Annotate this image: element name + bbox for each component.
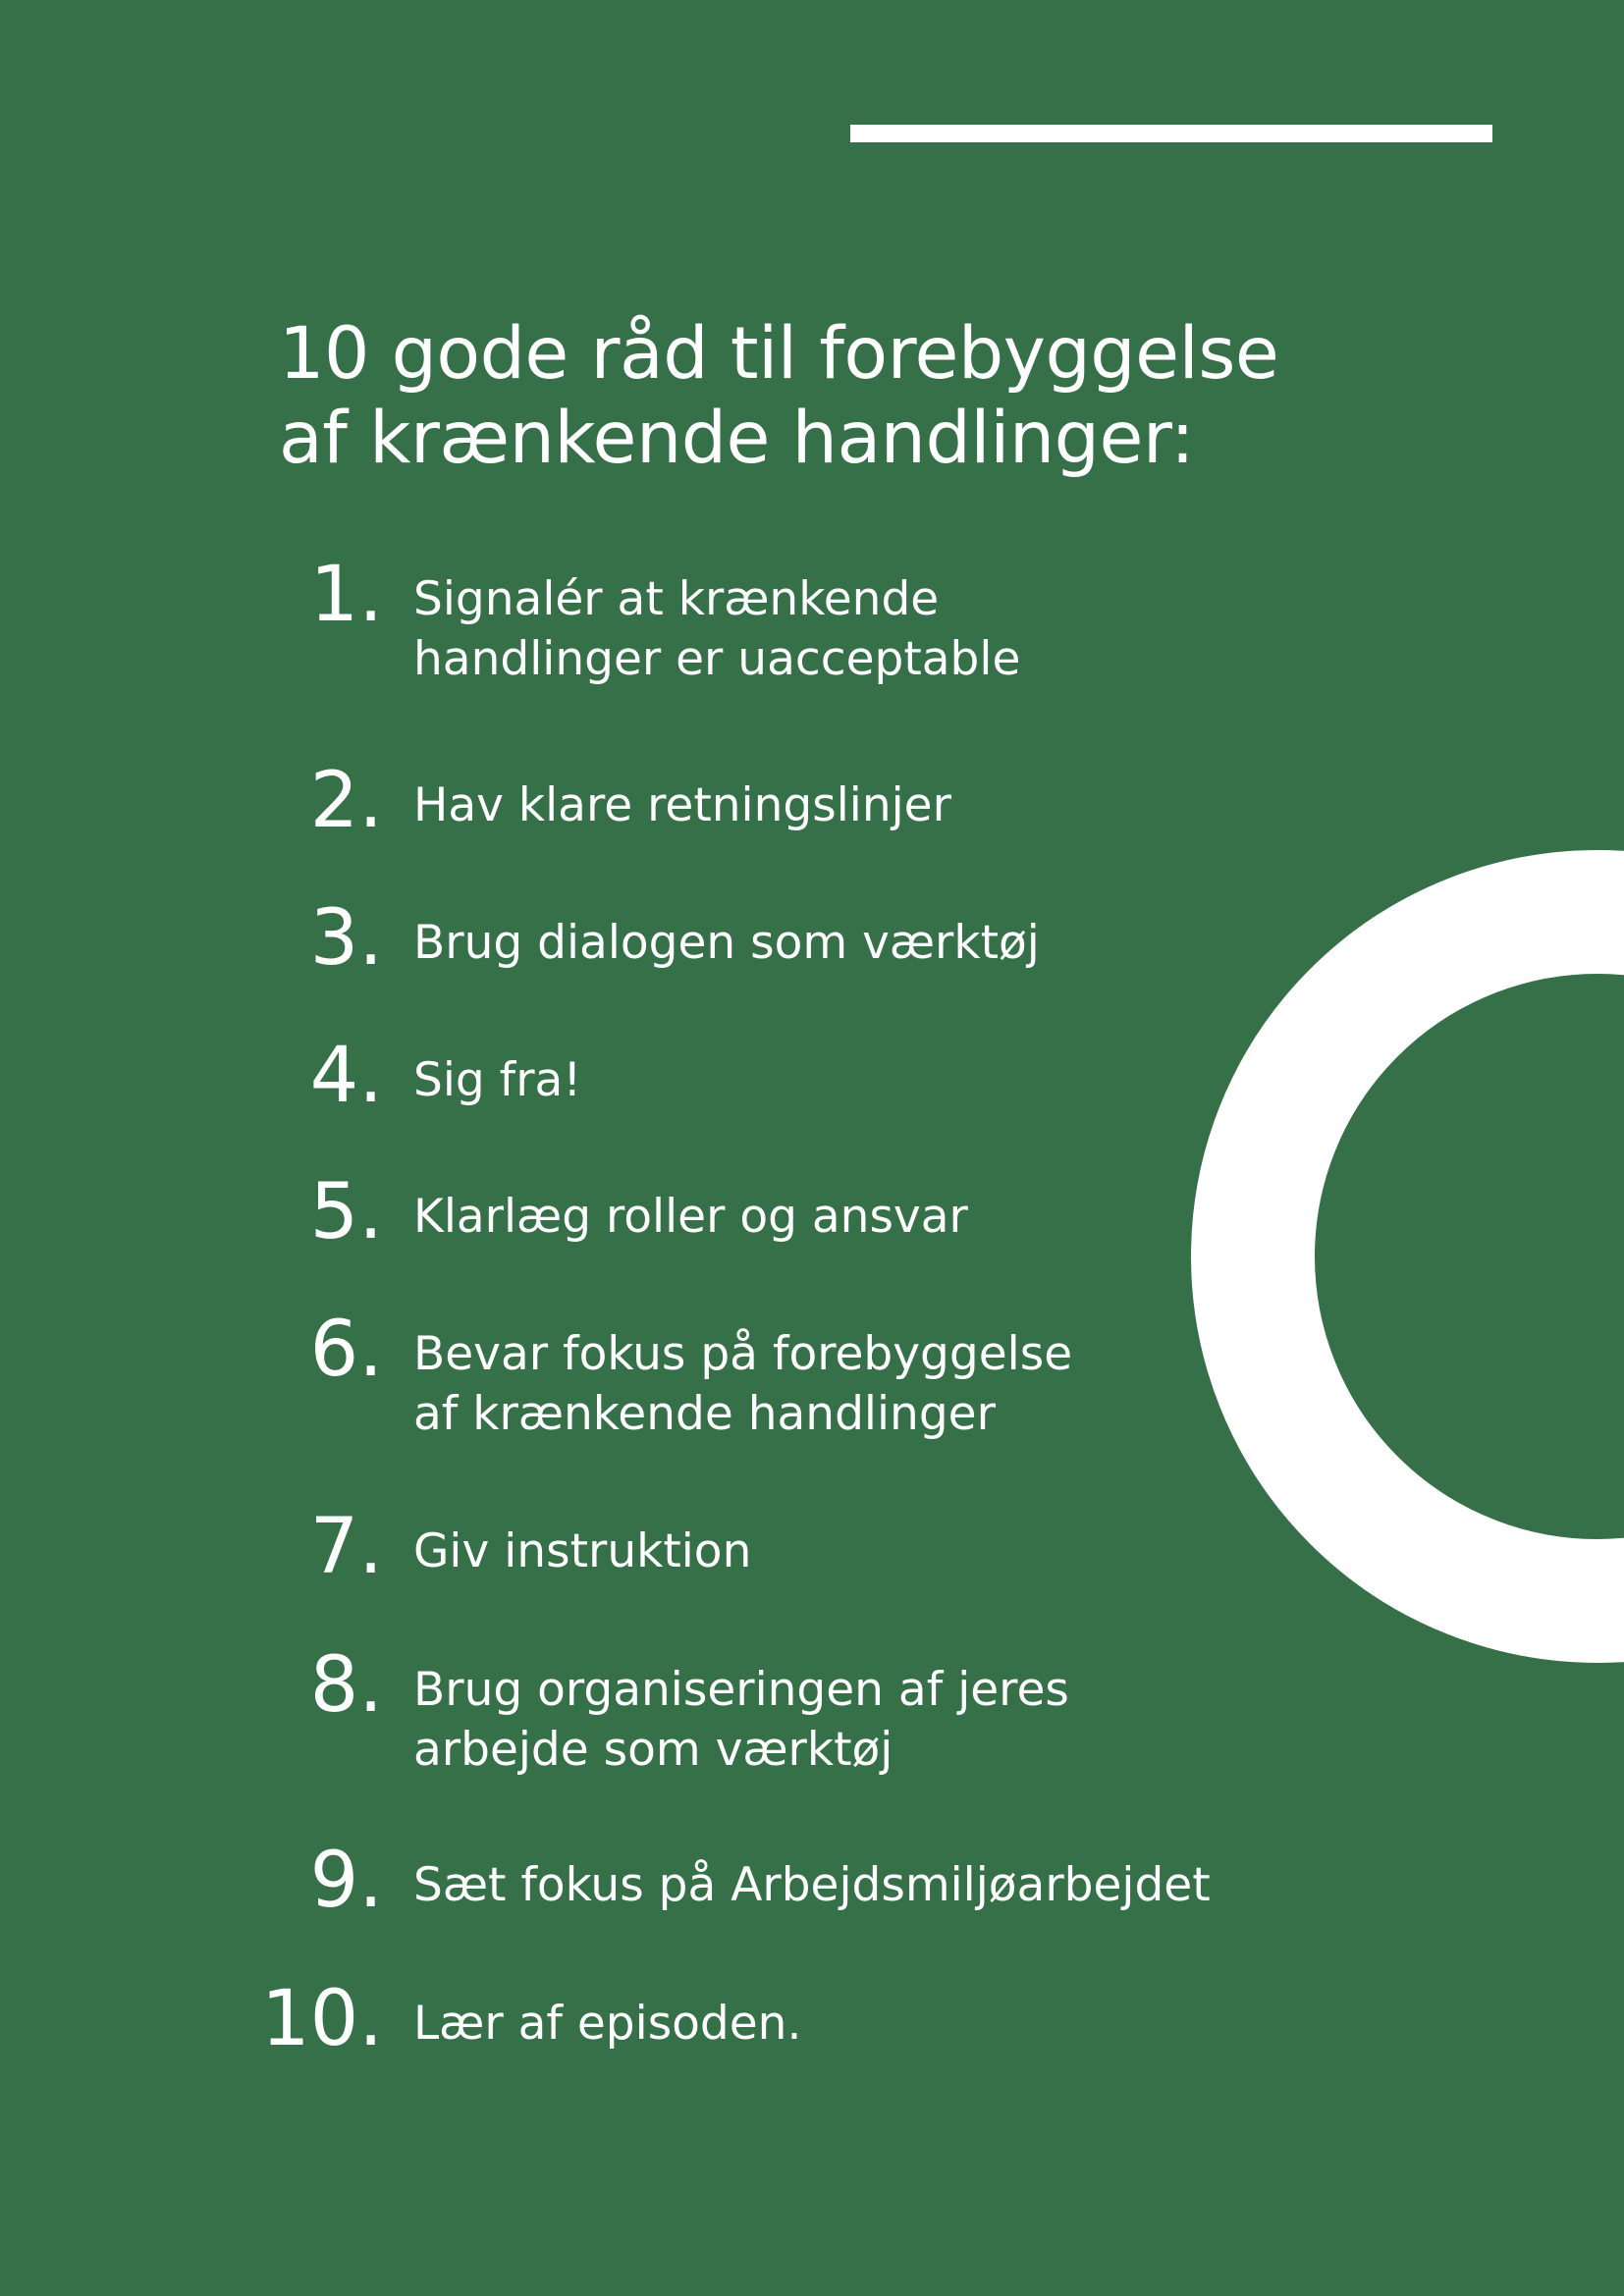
- tip-number: 9.: [309, 1837, 383, 1925]
- tip-item-8: [0, 1641, 1276, 1784]
- tip-number: 3.: [309, 894, 383, 983]
- tip-text: [413, 913, 1040, 973]
- tip-line: arbejde som værktøj: [413, 1723, 893, 1777]
- title-line-2: af krænkende handlinger:: [279, 397, 1195, 480]
- tip-number: 5.: [309, 1168, 383, 1256]
- tip-item-2: [0, 757, 1276, 899]
- tip-line: Brug organiseringen af jeres: [413, 1663, 1069, 1717]
- tip-number: 10.: [260, 1975, 383, 2063]
- tip-text: [413, 1522, 751, 1581]
- tip-number: 7.: [309, 1503, 383, 1591]
- tip-text: [413, 1855, 1211, 1915]
- tip-text: [413, 1994, 801, 2054]
- tip-number: 2.: [309, 757, 383, 845]
- tip-line: handlinger er uacceptable: [413, 632, 1021, 686]
- tip-text: [413, 1324, 1072, 1444]
- tip-item-4: [0, 1032, 1276, 1174]
- tip-line: Giv instruktion: [413, 1524, 752, 1578]
- tip-item-3: [0, 894, 1276, 1037]
- tip-text: [413, 569, 1020, 689]
- tip-number: 1.: [309, 551, 383, 639]
- tip-item-10: [0, 1975, 1276, 2117]
- top-divider-rule: [850, 125, 1492, 142]
- tip-text: [413, 1050, 581, 1110]
- tip-line: Signalér at krænkende: [413, 572, 940, 626]
- tip-line: Hav klare retningslinjer: [413, 778, 951, 832]
- page-title: [279, 312, 1278, 481]
- tip-number: 8.: [309, 1641, 383, 1730]
- tip-item-1: [0, 551, 1276, 693]
- title-line-1: 10 gode råd til forebyggelse: [279, 312, 1279, 396]
- tip-line: Brug dialogen som værktøj: [413, 916, 1040, 970]
- tip-number: 6.: [309, 1306, 383, 1394]
- tip-line: Bevar fokus på forebyggelse: [413, 1327, 1073, 1381]
- tip-text: [413, 1187, 968, 1247]
- tip-item-9: [0, 1837, 1276, 1979]
- tip-line: Klarlæg roller og ansvar: [413, 1190, 968, 1244]
- tip-item-5: [0, 1168, 1276, 1310]
- tip-item-6: [0, 1306, 1276, 1448]
- tip-line: Sig fra!: [413, 1053, 582, 1107]
- tip-line: Lær af episoden.: [413, 1997, 802, 2051]
- tip-line: Sæt fokus på Arbejdsmiljøarbejdet: [413, 1858, 1211, 1912]
- tip-item-7: [0, 1503, 1276, 1645]
- tip-number: 4.: [309, 1032, 383, 1120]
- tip-text: [413, 775, 951, 835]
- tip-line: af krænkende handlinger: [413, 1387, 996, 1441]
- tip-text: [413, 1660, 1069, 1780]
